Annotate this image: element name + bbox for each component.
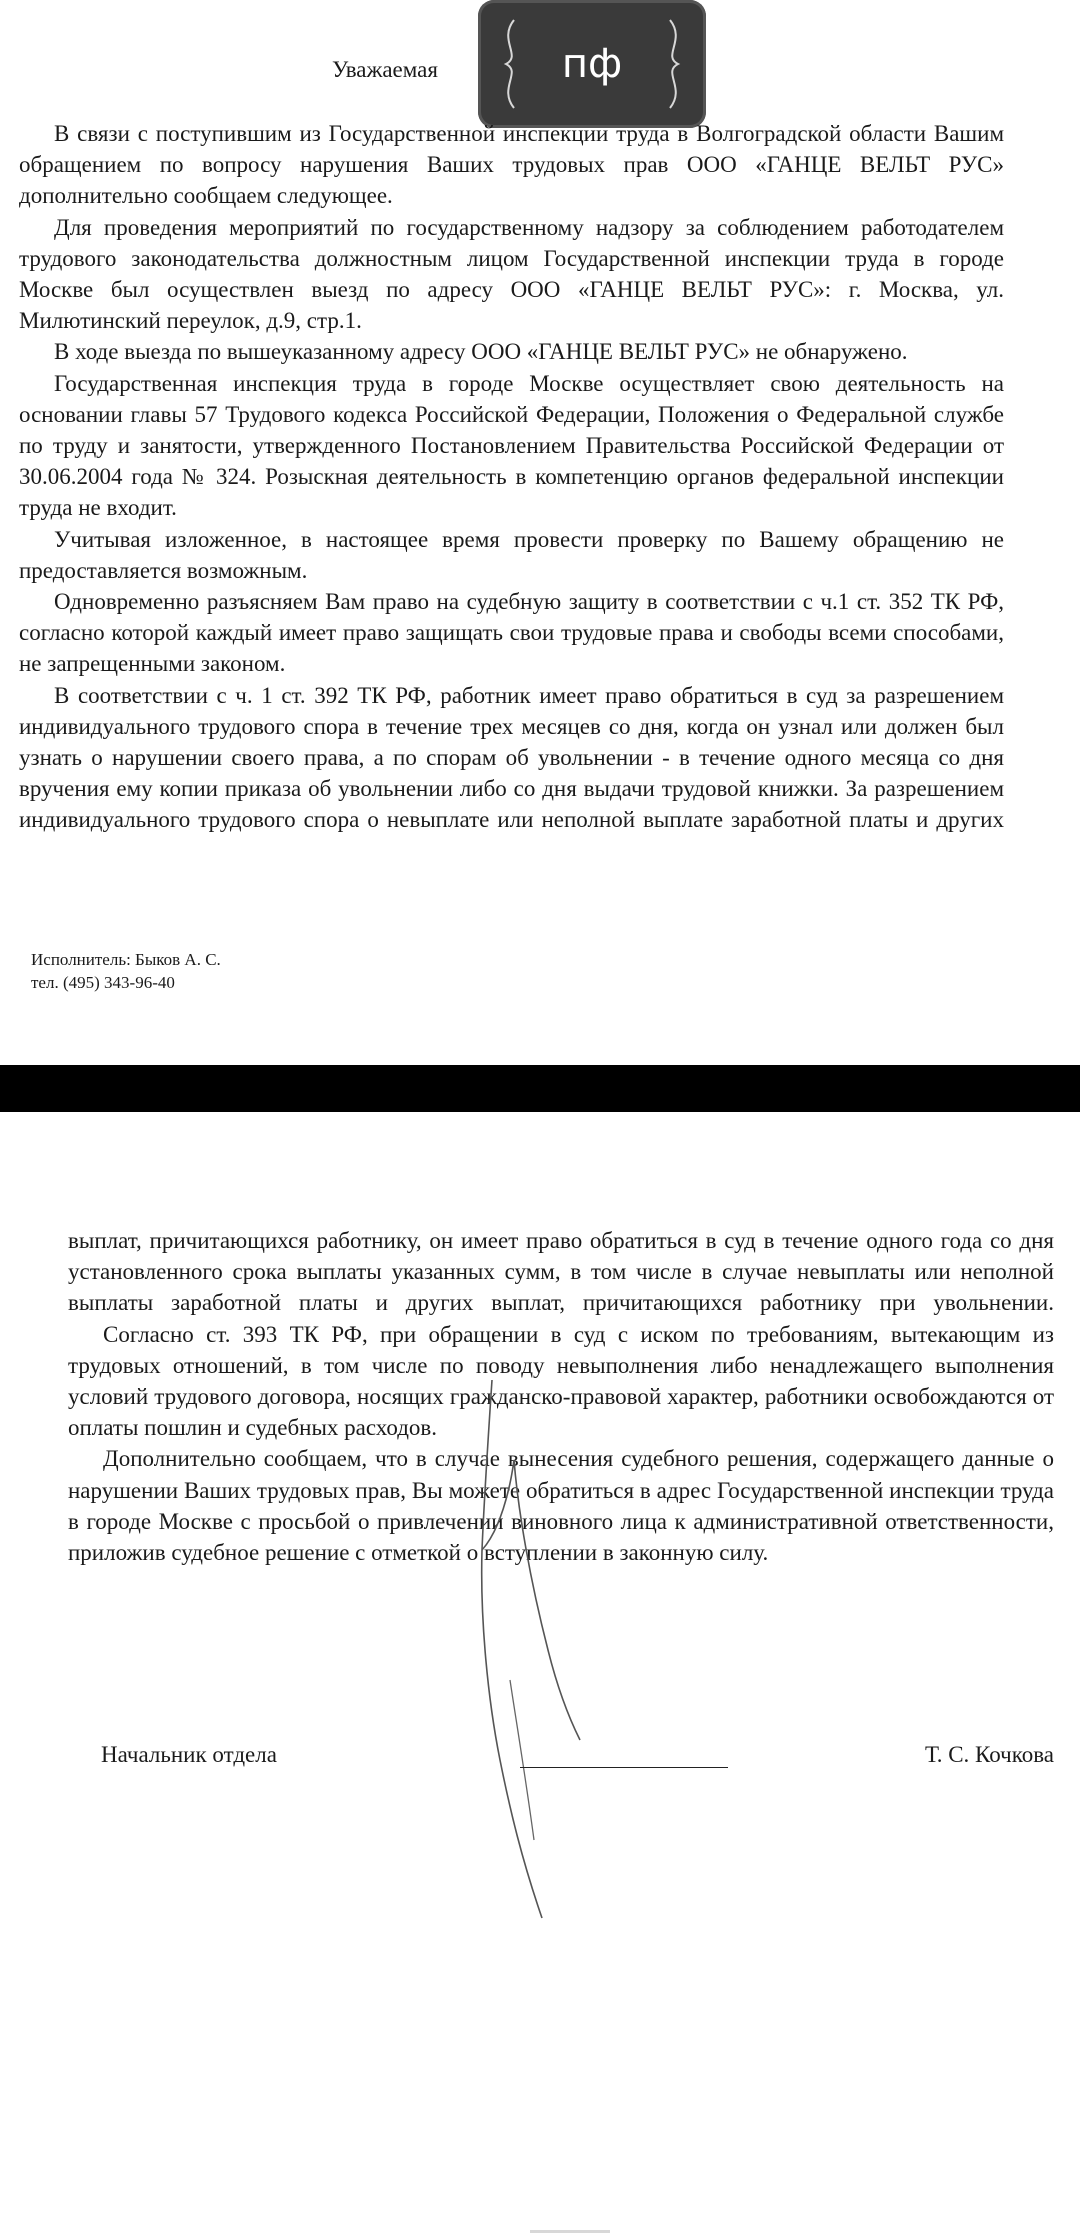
paragraph-10: Дополнительно сообщаем, что в случае вынесения судебного решения, содержащего данные о нарушении Ваших трудовых прав, Вы можете обратиться в адрес Государственной инспекции труда в городе Москве с просьбой о привлечении виновного лица к административной ответственности, приложив судебное решение с отметкой о вступлении в законную силу. <box>68 1446 1054 1566</box>
badge-text: пф <box>561 41 623 87</box>
greeting: Уважаемая <box>332 57 438 82</box>
paragraph-3: В ходе выезда по вышеуказанному адресу ООО «ГАНЦЕ ВЕЛЬТ РУС» не обнаружено. <box>54 339 908 365</box>
executor-info <box>31 948 221 994</box>
paragraph-7: В соответствии с ч. 1 ст. 392 ТК РФ, работник имеет право обратиться в суд за разрешением индивидуального трудового спора в течение трех месяцев со дня, когда он узнал или должен был узнать о нарушении своего права, а по спорам об увольнении - в течение одного месяца со дня вручения ему копии приказа об увольнении либо со дня выдачи трудовой книжки. За разрешением индивидуального трудового спора о невыплате или неполной выплате заработной платы и других <box>19 682 1004 833</box>
page-divider <box>0 1065 1080 1112</box>
paragraph-1: В связи с поступившим из Государственной инспекции труда в Волгоградской области Вашим обращением по вопросу нарушения Ваших трудовых прав ООО «ГАНЦЕ ВЕЛЬТ РУС» дополнительно сообщаем следующее. <box>19 121 1004 209</box>
signature-line <box>520 1767 728 1768</box>
signer-title: Начальник отдела <box>101 1742 277 1767</box>
signer-name: Т. С. Кочкова <box>924 1742 1054 1767</box>
paragraph-4: Государственная инспекция труда в городе Москве осуществляет свою деятельность на основании главы 57 Трудового кодекса Российской Федерации, Положения о Федеральной службе по труду и занятости, утвержденного Постановлением Правительства Российской Федерации от 30.06.2004 года № 324. Розыскная деятельность в компетенцию органов федеральной инспекции труда не входит. <box>19 370 1004 521</box>
paragraph-9: Согласно ст. 393 ТК РФ, при обращении в суд с иском по требованиям, вытекающим из трудовых отношений, в том числе по поводу невыполнения либо ненадлежащего выполнения условий трудового договора, носящих гражданско-правовой характер, работники освобождаются от оплаты пошлин и судебных расходов. <box>68 1321 1054 1441</box>
letter-body-page-1 <box>19 118 1004 836</box>
paragraph-8: выплат, причитающихся работнику, он имеет право обратиться в суд в течение одного года со дня установленного срока выплаты указанных сумм, в том числе в случае невыплаты или неполной выплаты заработной платы и других выплат, причитающихся работнику при увольнении. <box>68 1228 1054 1316</box>
executor-phone: тел. (495) 343-96-40 <box>31 973 175 992</box>
paragraph-6: Одновременно разъясняем Вам право на судебную защиту в соответствии с ч.1 ст. 352 ТК РФ, согласно которой каждый имеет право защищать свои трудовые права и свободы всеми способами, не запрещенными законом. <box>19 589 1004 677</box>
paragraph-5: Учитывая изложенное, в настоящее время провести проверку по Вашему обращению не предоставляется возможным. <box>19 526 1004 583</box>
letter-page-1 <box>0 0 1080 1065</box>
paragraph-2: Для проведения мероприятий по государственному надзору за соблюдением работодателем трудового законодательства должностным лицом Государственной инспекции труда в городе Москве был осуществлен выезд по адресу ООО «ГАНЦЕ ВЕЛЬТ РУС»: г. Москва, ул. Милютинский переулок, д.9, стр.1. <box>19 214 1004 334</box>
handwritten-signature <box>470 1380 590 1920</box>
redaction-badge <box>478 0 706 128</box>
executor-name: Исполнитель: Быков А. С. <box>31 950 221 969</box>
